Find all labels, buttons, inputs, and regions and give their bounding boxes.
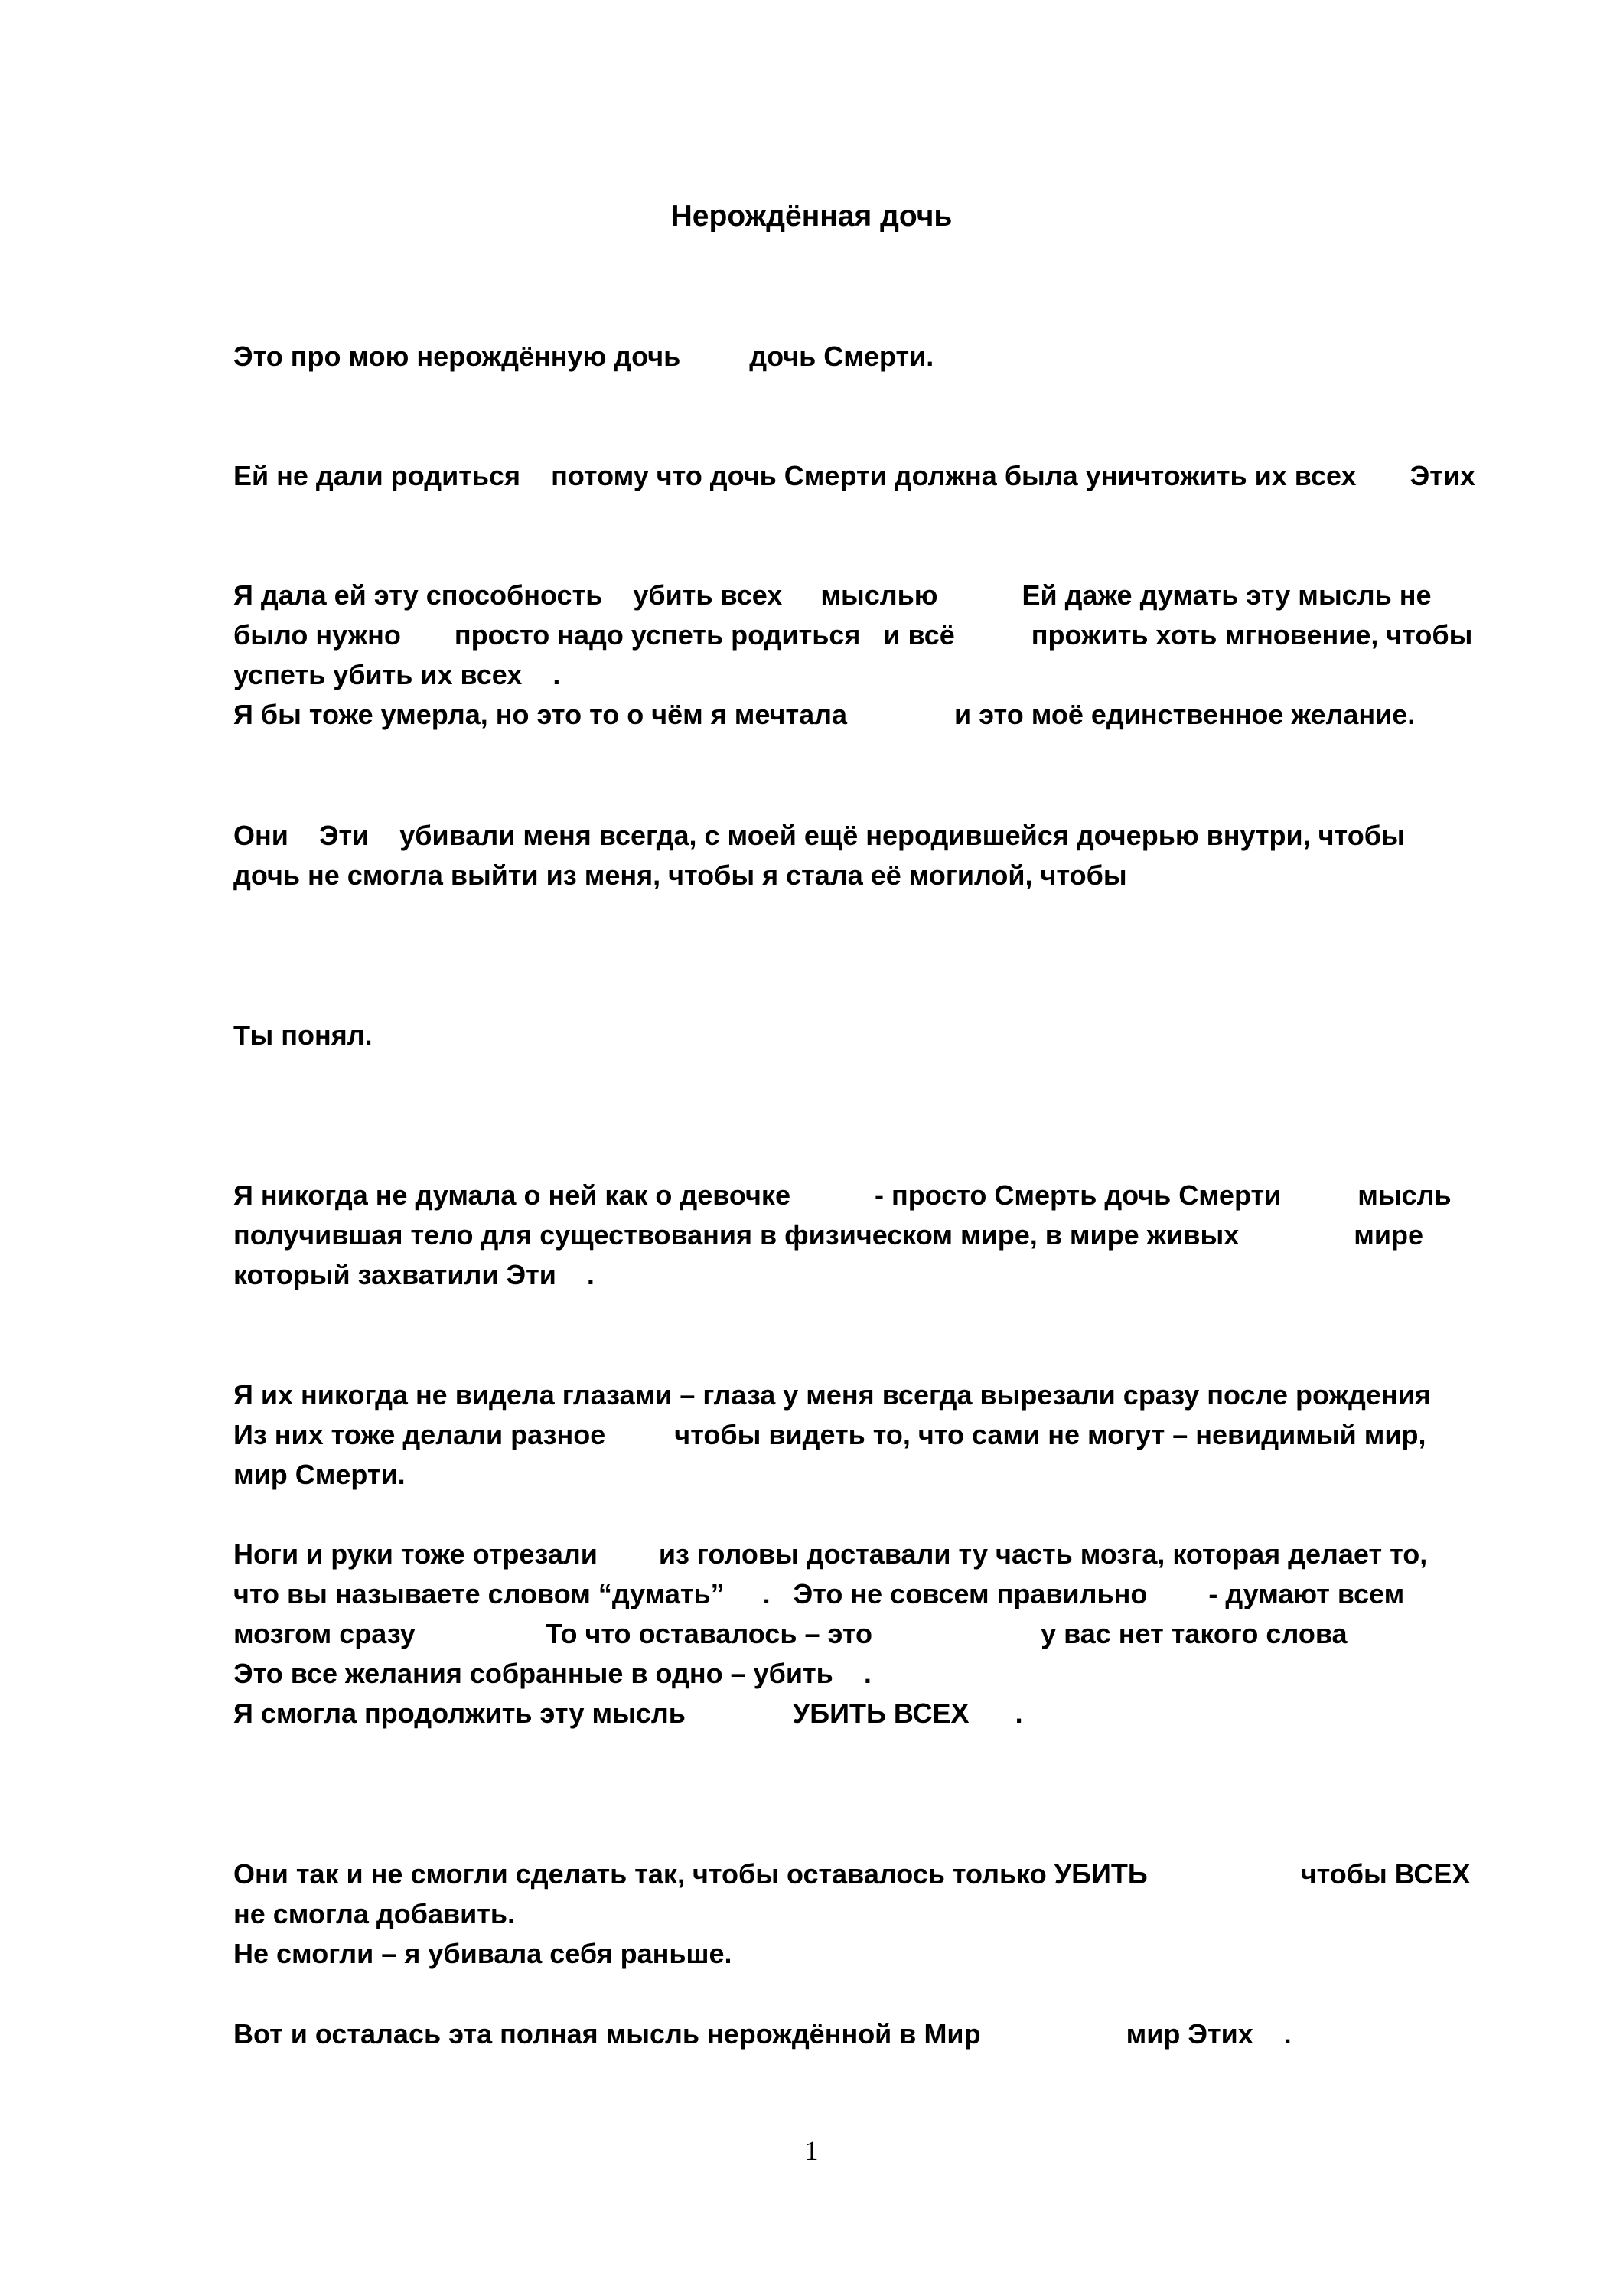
text-line: Вот и осталась эта полная мысль нерождённой в Мир мир Этих . bbox=[233, 2018, 1292, 2050]
text-line: было нужно просто надо успеть родиться и всё прожить хоть мгновение, чтобы bbox=[233, 619, 1473, 651]
text-line: дочь не смогла выйти из меня, чтобы я стала её могилой, чтобы bbox=[233, 859, 1127, 891]
text-line: не смогла добавить. bbox=[233, 1898, 516, 1929]
text-line: Ноги и руки тоже отрезали из головы доставали ту часть мозга, которая делает то, bbox=[233, 1538, 1428, 1570]
text-line: Я бы тоже умерла, но это то о чём я мечтала и это моё единственное желание. bbox=[233, 699, 1416, 730]
page-number: 1 bbox=[804, 2135, 819, 2166]
document-title: Нерождённая дочь bbox=[670, 200, 953, 233]
text-line: Я их никогда не видела глазами – глаза у меня всегда вырезали сразу после рождения bbox=[233, 1379, 1431, 1411]
text-line: мир Смерти. bbox=[233, 1459, 406, 1490]
text-line: Это про мою нерождённую дочь дочь Смерти. bbox=[233, 341, 934, 372]
text-line: Это все желания собранные в одно – убить . bbox=[233, 1658, 872, 1689]
text-line: Я дала ей эту способность убить всех мыслью Ей даже думать эту мысль не bbox=[233, 579, 1432, 611]
text-line: успеть убить их всех . bbox=[233, 659, 561, 690]
text-line: Я смогла продолжить эту мысль УБИТЬ ВСЕХ . bbox=[233, 1698, 1023, 1729]
text-line: Из них тоже делали разное чтобы видеть то, что сами не могут – невидимый мир, bbox=[233, 1419, 1426, 1450]
text-line: Они Эти убивали меня всегда, с моей ещё неродившейся дочерью внутри, чтобы bbox=[233, 820, 1405, 851]
text-line: Не смогли – я убивала себя раньше. bbox=[233, 1938, 732, 1969]
text-line: который захватили Эти . bbox=[233, 1259, 595, 1290]
text-line: что вы называете словом “думать” . Это не совсем правильно - думают всем bbox=[233, 1578, 1405, 1609]
text-line: Я никогда не думала о ней как о девочке - просто Смерть дочь Смерти мысль bbox=[233, 1179, 1452, 1211]
text-line: получившая тело для существования в физическом мире, в мире живых мире bbox=[233, 1219, 1424, 1251]
text-line: мозгом сразу То что оставалось – это у вас нет такого слова bbox=[233, 1618, 1348, 1649]
text-line: Они так и не смогли сделать так, чтобы оставалось только УБИТЬ чтобы ВСЕХ bbox=[233, 1858, 1471, 1890]
text-line: Ей не дали родиться потому что дочь Смерти должна была уничтожить их всех Этих bbox=[233, 460, 1475, 491]
text-line: Ты понял. bbox=[233, 1019, 373, 1051]
